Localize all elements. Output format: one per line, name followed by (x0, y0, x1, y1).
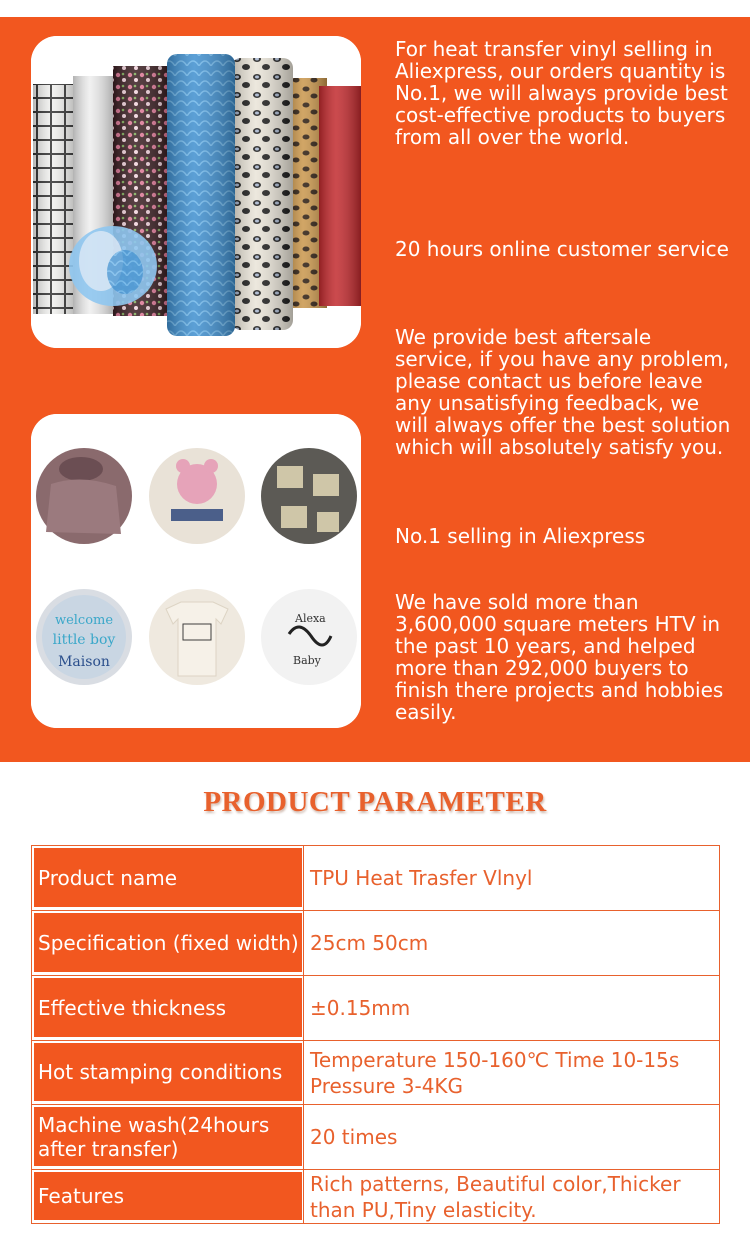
svg-text:Maison: Maison (58, 654, 110, 670)
svg-text:Alexa: Alexa (295, 612, 326, 625)
table-row (32, 1105, 719, 1170)
intro-paragraph-service: 20 hours online customer service (395, 237, 729, 261)
intro-paragraph-ranking: No.1 selling in Aliexpress (395, 524, 646, 548)
svg-text:Baby: Baby (293, 654, 321, 667)
table-row (32, 1170, 719, 1223)
divider (303, 976, 304, 1040)
applications-illustration (31, 414, 361, 728)
table-row (32, 846, 719, 911)
divider (303, 1170, 304, 1223)
section-title: PRODUCT PARAMETER (203, 786, 547, 818)
divider (303, 846, 304, 910)
intro-paragraph-volume: We have sold more than 3,600,000 square meters HTV in the past 10 years, and helped more than 292,000 buyers to finish there projects and hobbies easily. (395, 590, 724, 724)
param-value: TPU Heat Trasfer Vlnyl (310, 866, 533, 890)
param-label: Hot stamping conditions (34, 1043, 302, 1101)
parameter-table (31, 845, 720, 1224)
table-row (32, 976, 719, 1041)
param-label: Specification (fixed width) (34, 913, 302, 972)
param-value: 20 times (310, 1125, 398, 1149)
param-label: Features (34, 1172, 302, 1220)
vinyl-rolls-photo (31, 36, 361, 348)
svg-text:welcome: welcome (54, 613, 114, 628)
divider (303, 911, 304, 975)
param-label: Machine wash(24hours after transfer) (34, 1107, 302, 1166)
intro-paragraph-sales: For heat transfer vinyl selling in Aliexpress, our orders quantity is No.1, we will always provide best cost-effective products to buyers from all over the world. (395, 37, 728, 149)
param-value: ±0.15mm (310, 996, 411, 1020)
svg-text:little boy: little boy (52, 632, 116, 648)
param-label: Product name (34, 848, 302, 907)
param-label: Effective thickness (34, 978, 302, 1037)
applications-photo-grid (31, 414, 361, 728)
divider (303, 1105, 304, 1169)
intro-paragraph-aftersale: We provide best aftersale service, if you have any problem, please contact us before leave any unsatisfying feedback, we will always offer the best solution which will absolutely satisfy you. (395, 325, 731, 459)
param-value: Rich patterns, Beautiful color,Thicker than PU,Tiny elasticity. (310, 1171, 681, 1222)
divider (303, 1041, 304, 1104)
table-row (32, 1041, 719, 1105)
param-value: 25cm 50cm (310, 931, 429, 955)
table-row (32, 911, 719, 976)
param-value: Temperature 150-160℃ Time 10-15s Pressure 3-4KG (310, 1047, 680, 1098)
vinyl-rolls-illustration (31, 36, 361, 348)
